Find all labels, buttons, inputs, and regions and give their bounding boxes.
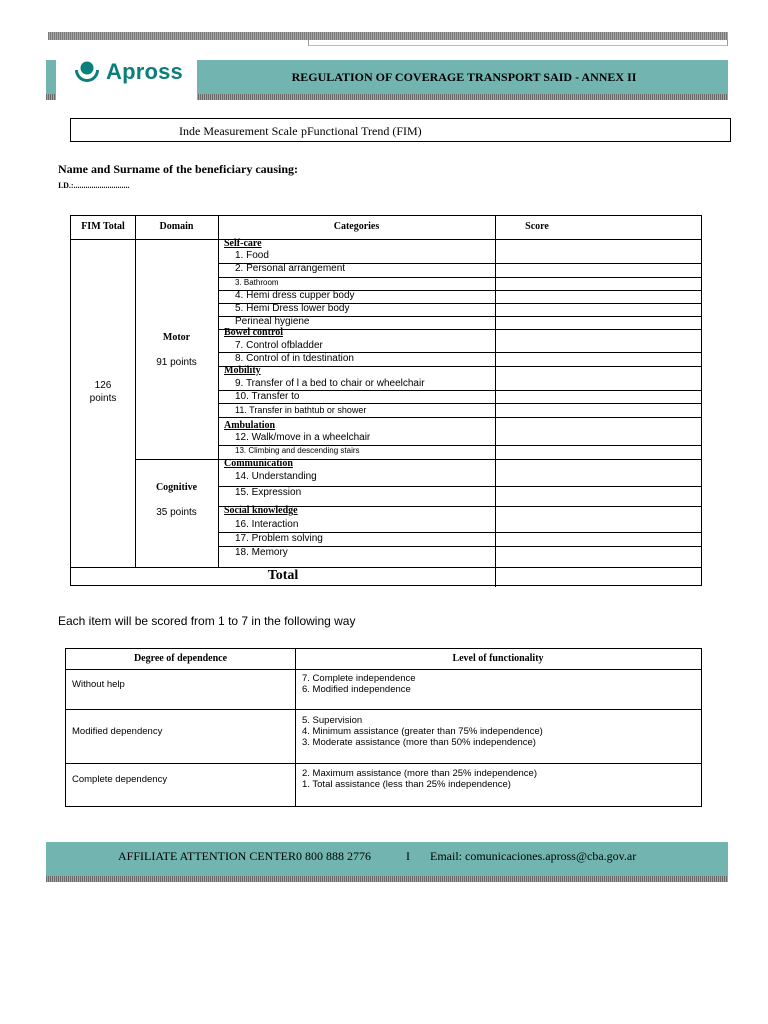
scale-title-part-a: Inde Measurement Scale (179, 124, 298, 138)
level-6: 6. Modified independence (302, 684, 411, 695)
item-walk-wheelchair: 12. Walk/move in a wheelchair (235, 432, 371, 443)
domain-motor: Motor (162, 332, 191, 343)
item-interaction: 16. Interaction (235, 519, 299, 530)
fim-total-value: 126 (94, 380, 112, 391)
item-food: 1. Food (235, 250, 269, 261)
item-memory: 18. Memory (235, 547, 288, 558)
header-degree: Degree of dependence (133, 653, 228, 664)
degree-complete: Complete dependency (72, 774, 168, 785)
item-understanding: 14. Understanding (235, 471, 317, 482)
level-7: 7. Complete independence (302, 673, 416, 684)
scale-title-part-b: pFunctional Trend (FIM) (301, 124, 422, 138)
level-1: 1. Total assistance (less than 25% independence) (302, 779, 511, 790)
domain-cognitive-points: 35 points (156, 507, 197, 518)
item-dress-upper: 4. Hemi dress cupper body (235, 290, 355, 301)
level-3: 3. Moderate assistance (more than 50% independence) (302, 737, 536, 748)
item-transfer-bed: 9. Transfer of l a bed to chair or wheelchair (235, 378, 425, 389)
degree-modified: Modified dependency (72, 726, 163, 737)
item-destination-control: 8. Control of in tdestination (235, 353, 354, 364)
item-transfer-toilet: 10. Transfer to (235, 391, 300, 402)
col-divider (295, 649, 296, 806)
section-mobility: Mobility (224, 365, 261, 376)
level-4: 4. Minimum assistance (greater than 75% independence) (302, 726, 543, 737)
fim-total-unit: points (89, 393, 117, 404)
scoring-instruction: Each item will be scored from 1 to 7 in the following way (58, 614, 356, 628)
domain-cognitive: Cognitive (155, 482, 198, 493)
header-score: Score (525, 221, 549, 232)
apross-logo-icon (72, 58, 102, 88)
degree-without-help: Without help (72, 679, 125, 690)
total-label: Total (267, 568, 299, 583)
section-communication: Communication (224, 458, 293, 469)
level-2: 2. Maximum assistance (more than 25% independence) (302, 768, 537, 779)
header-rule (71, 239, 701, 240)
header-top-rule (48, 32, 728, 40)
dependence-table (65, 648, 702, 807)
section-self-care: Self-care (224, 238, 262, 249)
footer-attention-center: AFFILIATE ATTENTION CENTER0 800 888 2776 (118, 849, 371, 863)
level-5: 5. Supervision (302, 715, 363, 726)
section-ambulation: Ambulation (224, 420, 276, 431)
header-fim-total: FIM Total (81, 221, 125, 232)
domain-motor-points: 91 points (156, 357, 197, 368)
item-transfer-bathtub: 11. Transfer in bathtub or shower (235, 405, 367, 415)
id-label: I.D.:............................ (58, 181, 130, 190)
fim-table (70, 215, 702, 586)
col-divider (218, 216, 219, 568)
document-title: REGULATION OF COVERAGE TRANSPORT SAID - ANNEX II (291, 70, 637, 84)
header-categories: Categories (333, 221, 380, 232)
item-problem-solving: 17. Problem solving (235, 533, 323, 544)
item-perineal-hygiene: Perineal hygiene (235, 316, 310, 327)
footer-separator: I (406, 849, 410, 863)
item-bathroom: 3. Bathroom (235, 278, 279, 287)
beneficiary-label: Name and Surname of the beneficiary causing: (58, 162, 298, 176)
scale-title-box (70, 118, 731, 142)
item-personal-arrangement: 2. Personal arrangement (235, 263, 346, 274)
header-thin-frame (308, 40, 728, 46)
section-social-knowledge: Social knowledge (224, 505, 298, 516)
section-bowel-control: Bowel control (224, 327, 283, 338)
item-dress-lower: 5. Hemi Dress lower body (235, 303, 350, 314)
item-stairs: 13. Climbing and descending stairs (235, 446, 360, 455)
header-level: Level of functionality (452, 653, 544, 664)
footer-email[interactable]: Email: comunicaciones.apross@cba.gov.ar (430, 849, 637, 863)
header-domain: Domain (159, 221, 194, 232)
logo-text: Apross (106, 59, 183, 84)
item-expression: 15. Expression (235, 487, 302, 498)
footer-hatch (46, 876, 728, 882)
item-bladder-control: 7. Control ofbladder (235, 340, 323, 351)
